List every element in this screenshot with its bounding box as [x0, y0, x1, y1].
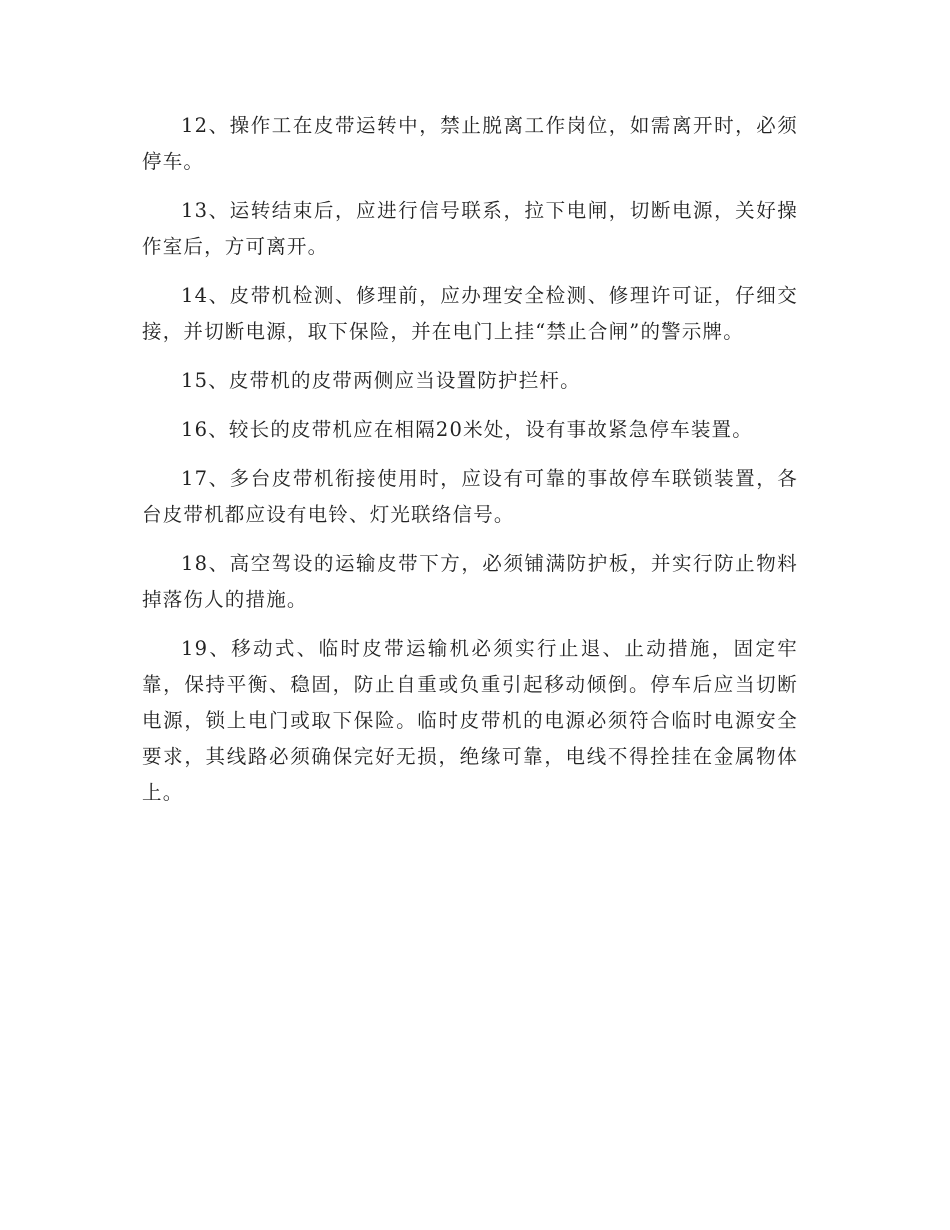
paragraph-rule-16: 16、较长的皮带机应在相隔20米处，设有事故紧急停车装置。	[181, 418, 753, 441]
document-body	[142, 108, 798, 824]
paragraph-rule-12: 12、操作工在皮带运转中，禁止脱离工作岗位，如需离开时，必须停车。	[142, 114, 798, 173]
paragraph-rule-13: 13、运转结束后，应进行信号联系，拉下电闸，切断电源，关好操作室后，方可离开。	[142, 199, 798, 258]
paragraph-rule-14: 14、皮带机检测、修理前，应办理安全检测、修理许可证，仔细交接，并切断电源，取下保险，并在电门上挂“禁止合闸”的警示牌。	[142, 284, 798, 343]
paragraph-rule-17: 17、多台皮带机衔接使用时，应设有可靠的事故停车联锁装置，各台皮带机都应设有电铃、灯光联络信号。	[142, 467, 798, 526]
paragraph-rule-15: 15、皮带机的皮带两侧应当设置防护拦杆。	[181, 369, 581, 392]
paragraph-rule-19: 19、移动式、临时皮带运输机必须实行止退、止动措施，固定牢靠，保持平衡、稳固，防止自重或负重引起移动倾倒。停车后应当切断电源，锁上电门或取下保险。临时皮带机的电源必须符合临时电源安全要求，其线路必须确保完好无损，绝缘可靠，电线不得拴挂在金属物体上。	[142, 637, 798, 804]
paragraph-rule-18: 18、高空驾设的运输皮带下方，必须铺满防护板，并实行防止物料掉落伤人的措施。	[142, 552, 798, 611]
